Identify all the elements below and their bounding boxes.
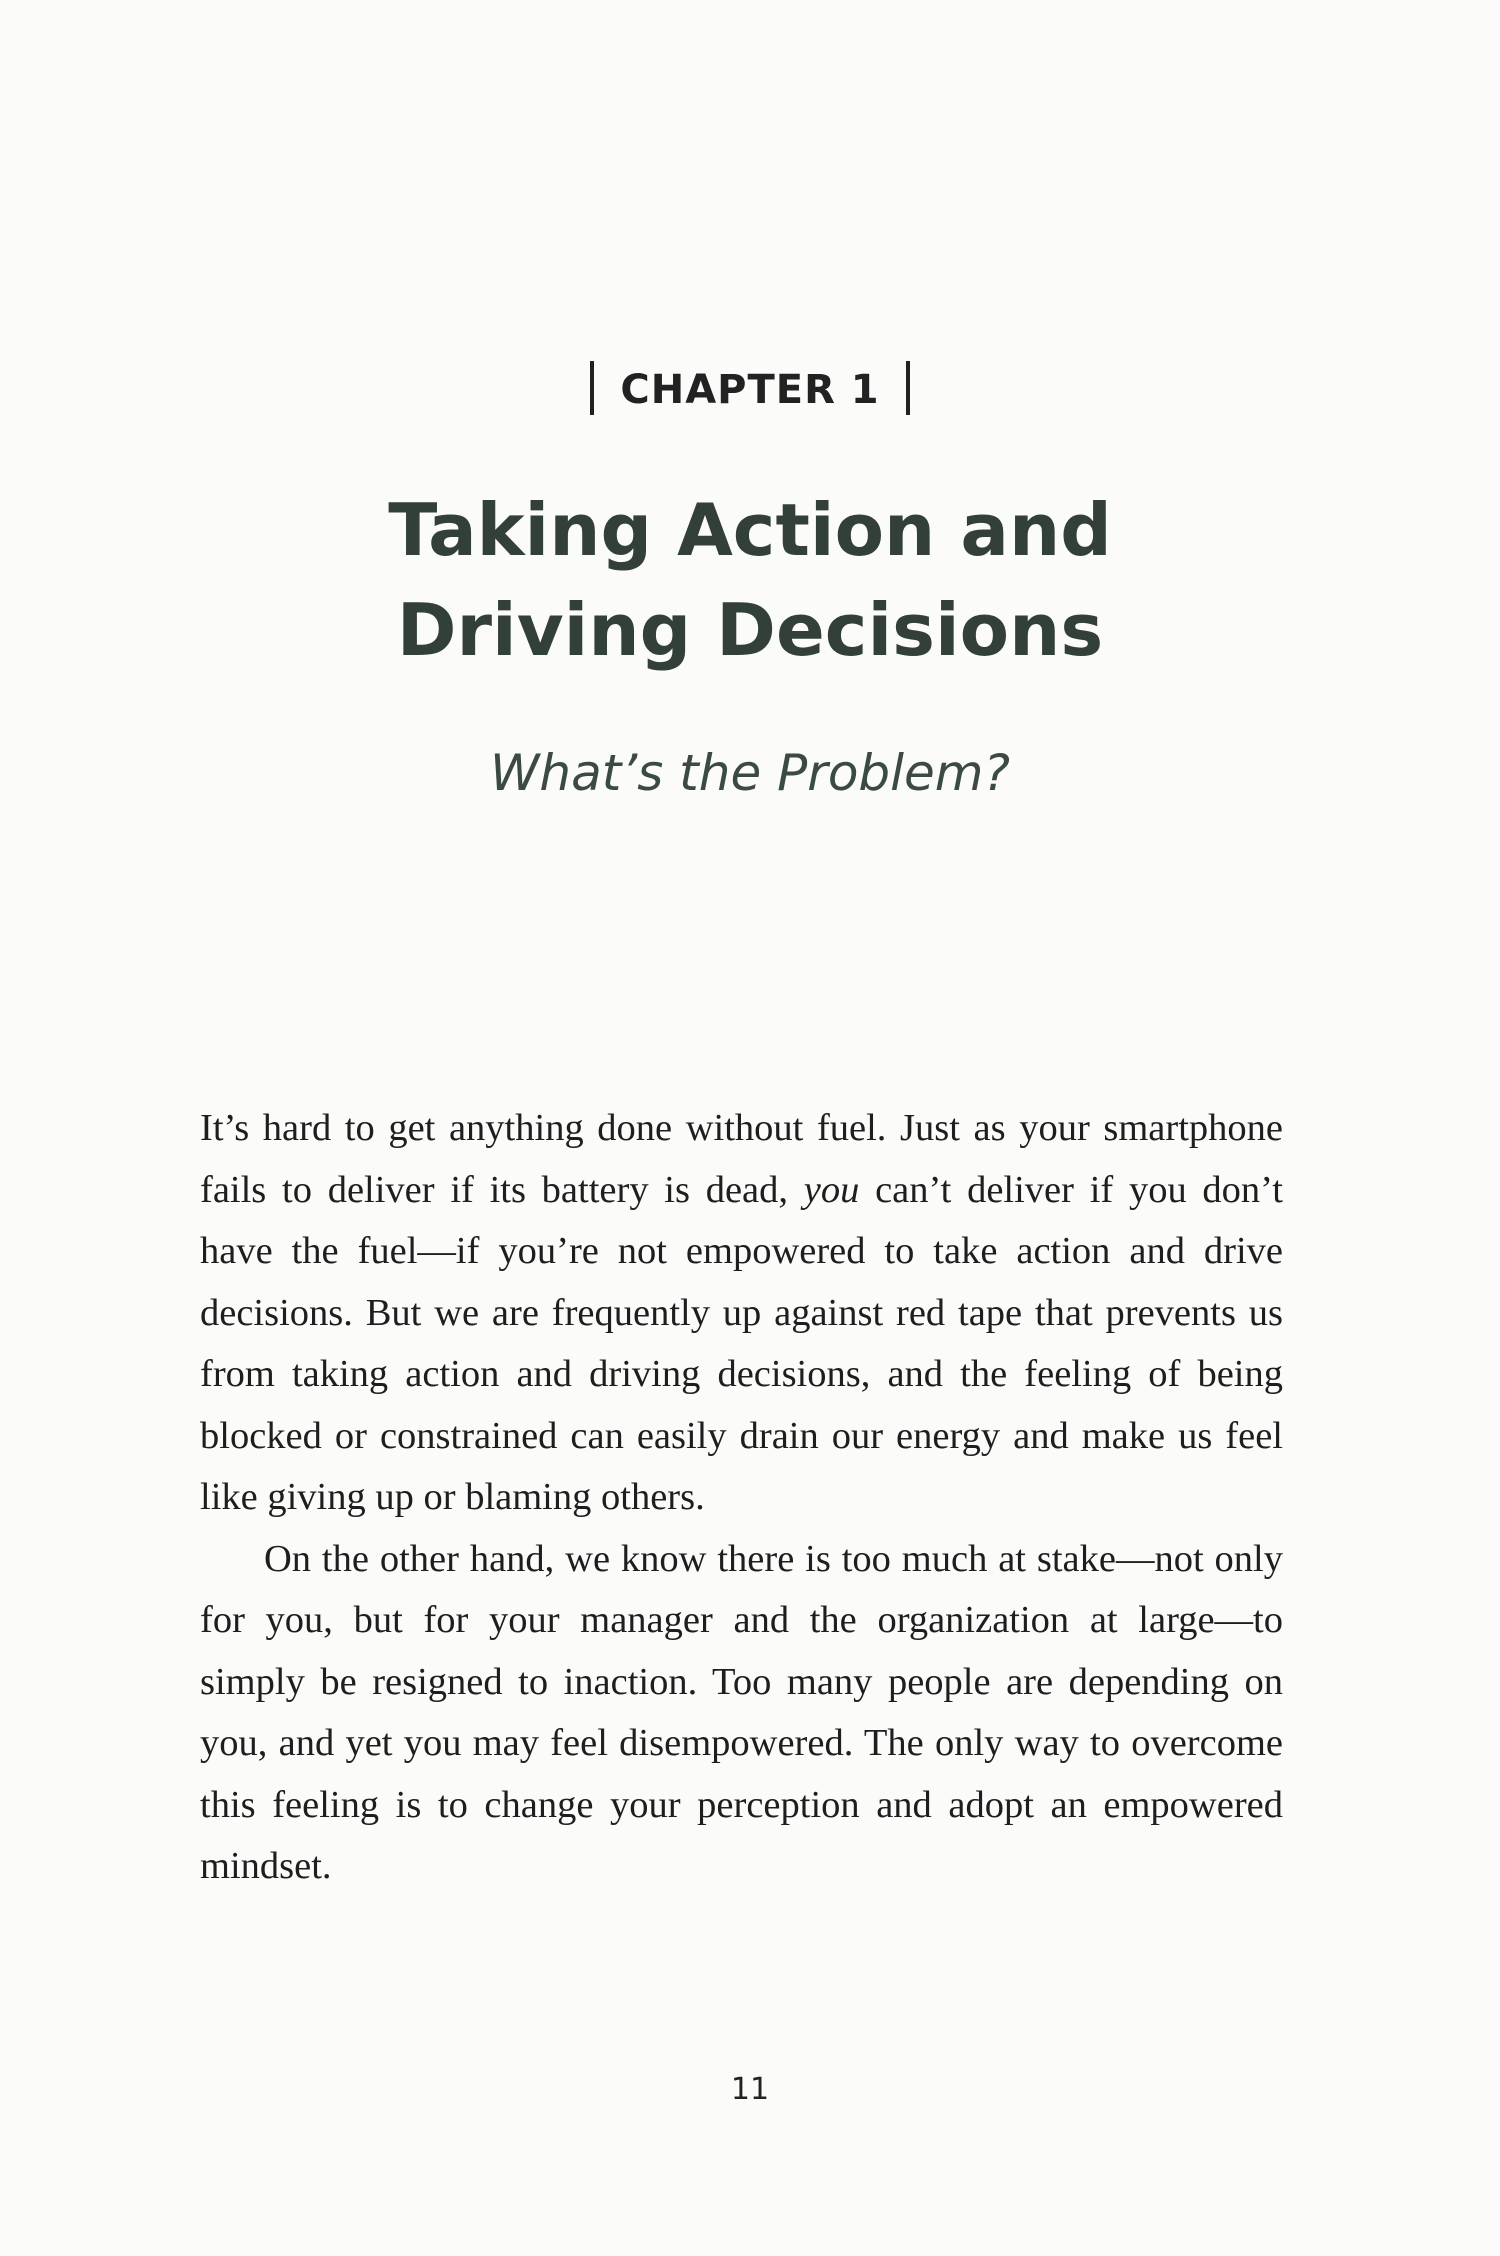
paragraph-2: On the other hand, we know there is too much at stake—not only for you, but for your manager and the organization at large—to simply be resigned to inaction. Too many people are depending on you, and yet you may feel disempowered. The only way to overcome this feeling is to change your perception and adopt an empowered mindset. (200, 1537, 1283, 1887)
chapter-left-rule (590, 361, 594, 415)
chapter-title-line-1: Taking Action and (388, 488, 1112, 572)
paragraph-1-after-emphasis: can’t deliver if you don’t have the fuel—if you’re not empowered to take action and drive decisions. But we are frequently up against red tape that prevents us from taking action and driving decisions, and the feeling of being blocked or constrained can easily drain our energy and make us feel like giving up or blaming others. (200, 1168, 1284, 1518)
chapter-title (0, 480, 1500, 680)
chapter-right-rule (906, 361, 910, 415)
section-heading: What’s the Problem? (489, 744, 1011, 802)
chapter-label (0, 360, 1500, 420)
page-number: 11 (730, 2072, 770, 2107)
chapter-title-line-2: Driving Decisions (396, 588, 1104, 672)
chapter-label-text: CHAPTER 1 (620, 367, 880, 413)
body-text (200, 1098, 1283, 1898)
paragraph-1-before-emphasis: It’s hard to get anything done without fuel. Just as your smartphone fails to deliver if its battery is dead, (200, 1107, 1283, 1211)
paragraph-1-emphasis: you (803, 1168, 860, 1211)
paragraph-1 (200, 1098, 1283, 1529)
